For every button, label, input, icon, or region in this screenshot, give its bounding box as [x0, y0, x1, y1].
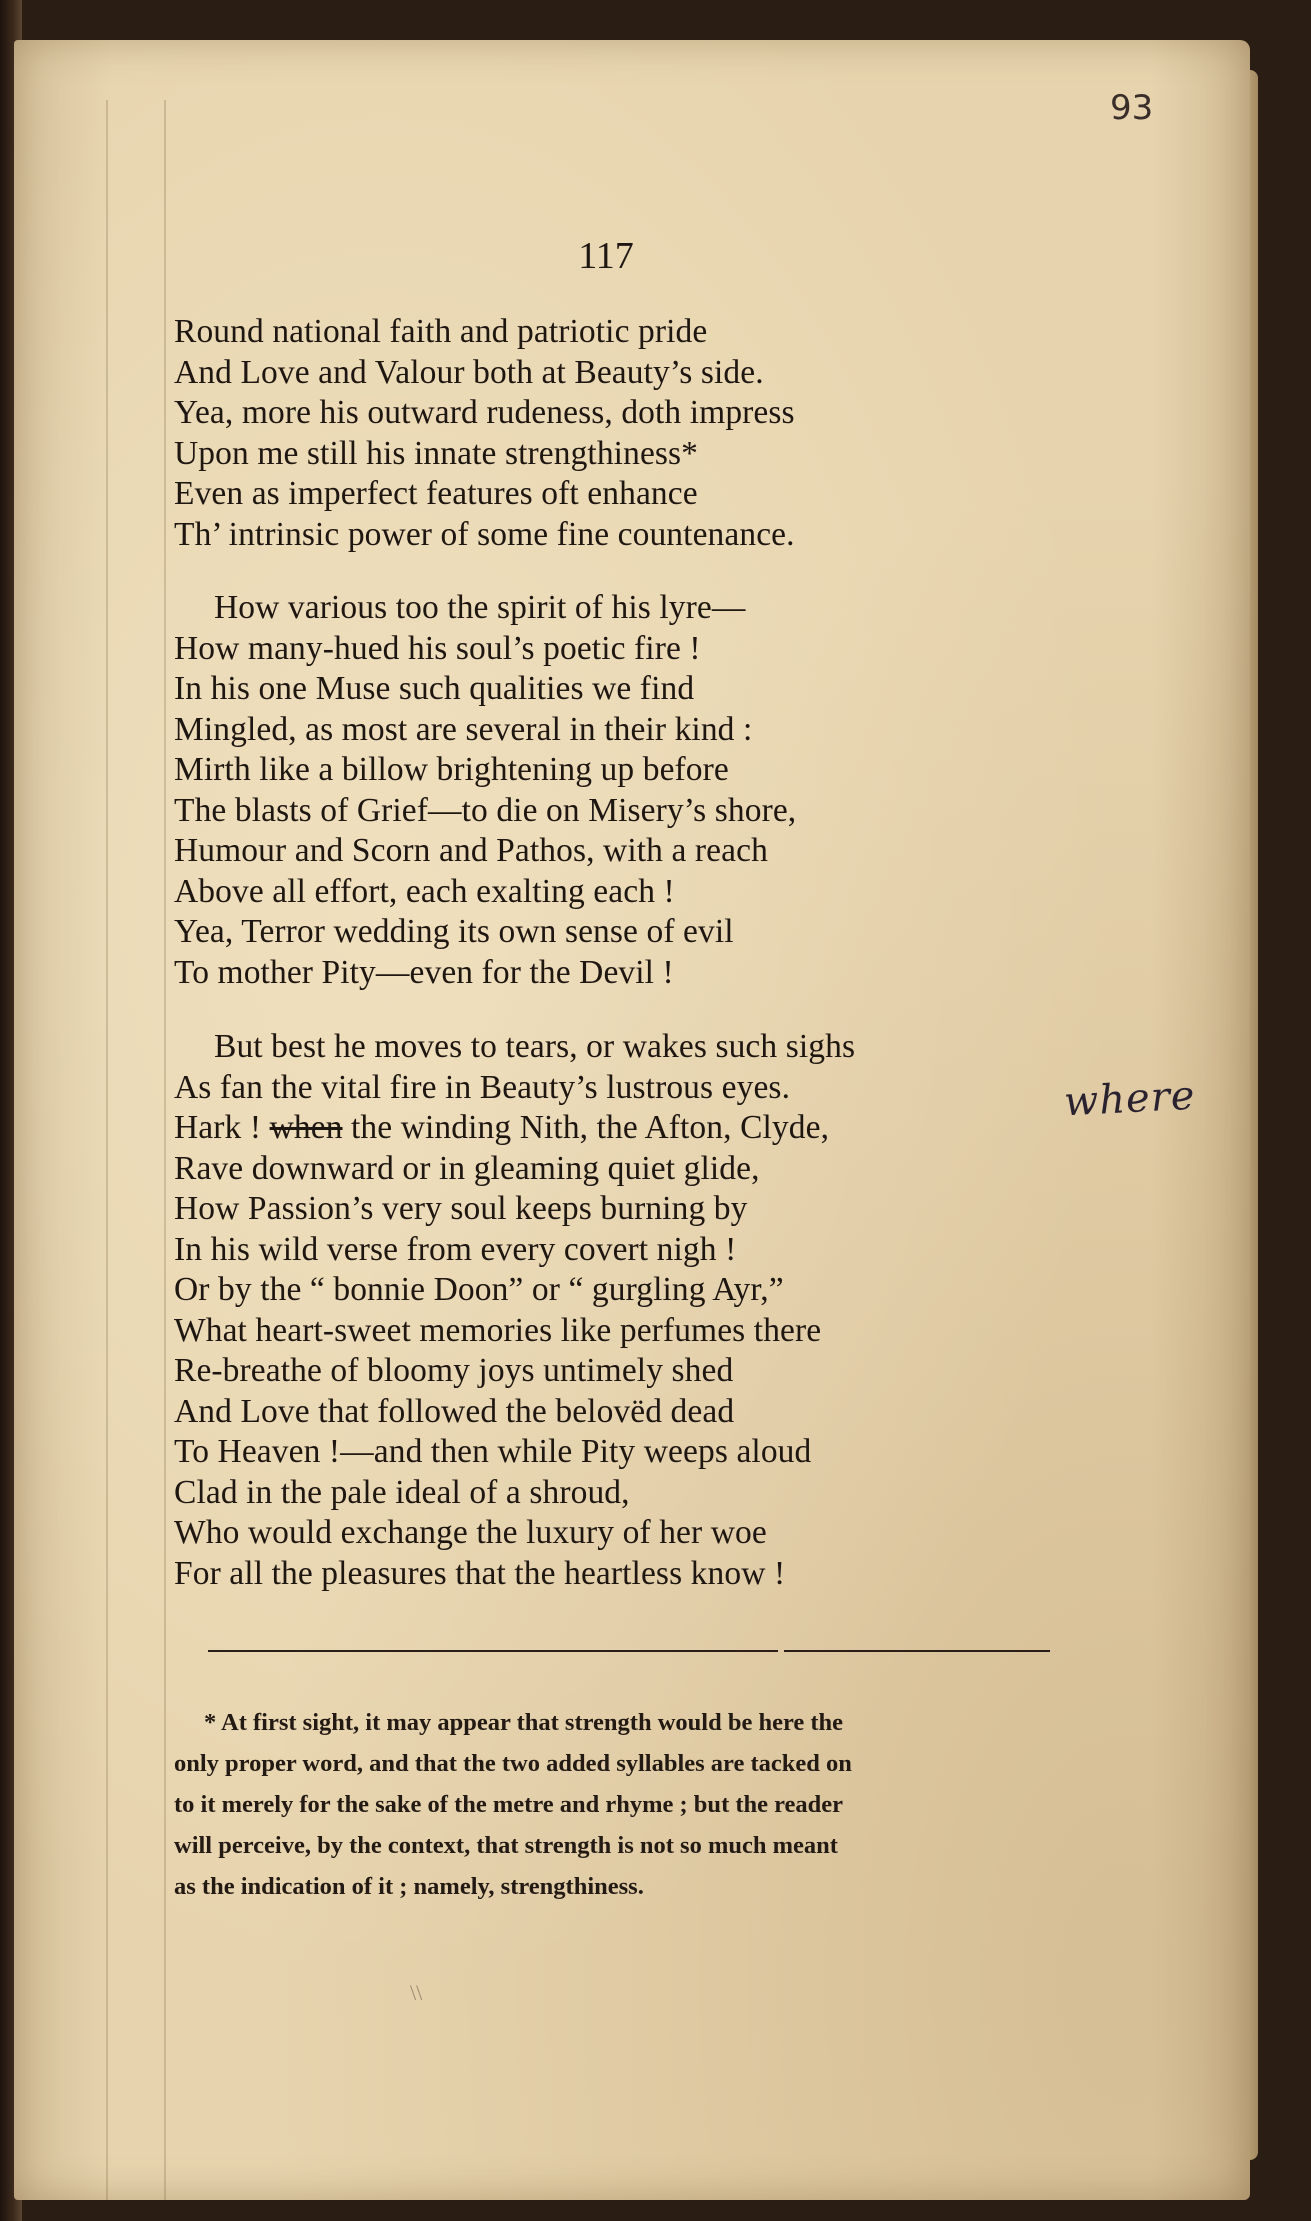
poem-line: Re-breathe of bloomy joys untimely shed [174, 1352, 734, 1389]
poem-line: Or by the “ bonnie Doon” or “ gurgling Ayr,” [174, 1271, 784, 1308]
handwritten-margin-note: where [1062, 1072, 1197, 1126]
poem-line: How Passion’s very soul keeps burning by [174, 1190, 748, 1227]
stanza-2 [174, 588, 796, 993]
poem-line: And Love that followed the belovëd dead [174, 1392, 735, 1430]
poem-line: Yea, more his outward rudeness, doth impress [174, 394, 795, 431]
poem-line: Humour and Scorn and Pathos, with a reach [174, 832, 768, 869]
poem-line: Yea, Terror wedding its own sense of evil [174, 913, 734, 950]
stanza-1 [174, 312, 795, 555]
stanza-3 [174, 1027, 855, 1594]
poem-line: As fan the vital fire in Beauty’s lustrous eyes. [174, 1068, 791, 1106]
page-crease-line [164, 100, 166, 2200]
poem-line: Mingled, as most are several in their kind : [174, 710, 753, 748]
poem-line: Above all effort, each exalting each ! [174, 872, 675, 910]
page-fold-line [106, 100, 108, 2200]
poem-line: Mirth like a billow brightening up before [174, 751, 729, 788]
hark-text: Hark ! [174, 1109, 270, 1146]
poem-line: The blasts of Grief—to die on Misery’s shore, [174, 791, 797, 829]
poem-line: And Love and Valour both at Beauty’s side. [174, 353, 764, 391]
footnote [174, 1702, 1074, 1907]
footnote-line: as the indication of it ; namely, strengthiness. [174, 1873, 644, 1900]
poem-line: How various too the spirit of his lyre— [214, 589, 746, 626]
poem-line: How many-hued his soul’s poetic fire ! [174, 629, 701, 667]
hark-text-end: the winding Nith, the Afton, Clyde, [342, 1109, 830, 1146]
poem-line: Th’ intrinsic power of some fine countenance. [174, 515, 795, 553]
poem-line-hark [174, 1108, 855, 1149]
footnote-line: to it merely for the sake of the metre and rhyme ; but the reader [174, 1791, 844, 1818]
poem-line: To mother Pity—even for the Devil ! [174, 953, 674, 991]
poem-line: Round national faith and patriotic pride [174, 313, 708, 350]
poem-line: Clad in the pale ideal of a shroud, [174, 1473, 630, 1511]
poem-line: But best he moves to tears, or wakes such sighs [214, 1028, 856, 1065]
pencil-mark: \\ [410, 1980, 423, 2005]
poem-line: To Heaven !—and then while Pity weeps aloud [174, 1433, 812, 1470]
poem-line: Who would exchange the luxury of her woe [174, 1514, 767, 1551]
poem-line: Rave downward or in gleaming quiet glide, [174, 1149, 760, 1187]
archive-page-number: 93 [1110, 88, 1154, 128]
printed-page-number: 117 [578, 235, 634, 277]
poem-line: Upon me still his innate strengthiness* [174, 434, 699, 472]
poem-line: What heart-sweet memories like perfumes there [174, 1311, 822, 1349]
footnote-rule [784, 1650, 1050, 1652]
struck-word: when [269, 1109, 343, 1146]
poem-line: Even as imperfect features oft enhance [174, 475, 698, 512]
poem-line: In his one Muse such qualities we find [174, 670, 695, 707]
footnote-rule [208, 1650, 778, 1652]
footnote-line: will perceive, by the context, that strength is not so much meant [174, 1832, 838, 1859]
footnote-line: * At first sight, it may appear that strength would be here the [204, 1709, 844, 1736]
footnote-line: only proper word, and that the two added syllables are tacked on [174, 1750, 852, 1777]
poem-line: For all the pleasures that the heartless know ! [174, 1554, 786, 1592]
poem-line: In his wild verse from every covert nigh ! [174, 1230, 737, 1268]
